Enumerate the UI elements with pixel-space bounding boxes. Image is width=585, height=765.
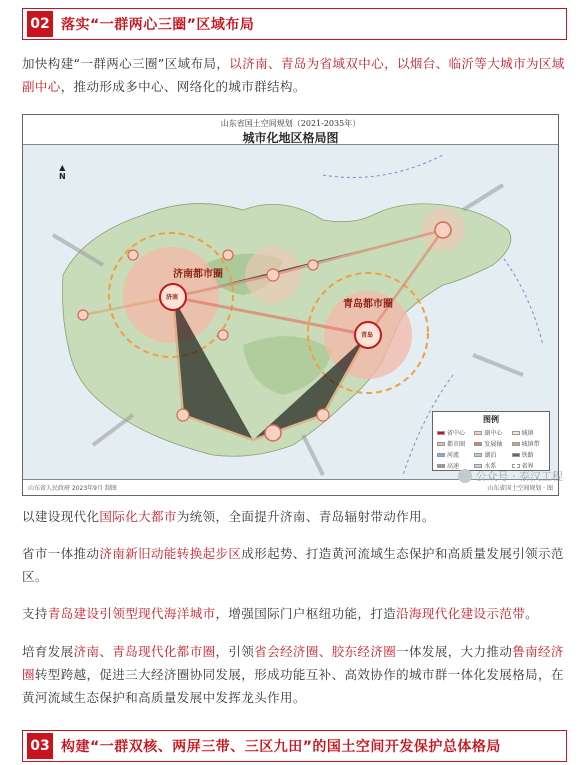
legend-item: 发展轴 <box>474 439 507 448</box>
legend-item: 河流 <box>437 450 470 459</box>
section-header-03 <box>22 730 567 762</box>
qingdao-metro-label: 青岛都市圈 <box>343 299 393 310</box>
text: 培育发展 <box>22 644 74 659</box>
qingdao-city-label: 青岛 <box>361 332 374 339</box>
paragraph-qingdao <box>22 602 567 625</box>
highlight-text: 鲁南经济圈 <box>22 644 564 682</box>
highlight-text: 国际化大都市 <box>99 509 177 524</box>
section-number: 03 <box>27 733 53 759</box>
highlight-text: 青岛建设引领型现代海洋城市 <box>47 606 216 621</box>
legend-item: 省中心 <box>437 428 470 437</box>
north-arrow-icon: ▲ N <box>59 163 66 181</box>
paragraph-economic-circles <box>22 640 567 709</box>
legend-item: 湖泊 <box>474 450 507 459</box>
map-legend <box>432 411 550 471</box>
highlight-text: 沿海现代化建设示范带 <box>396 606 526 621</box>
map-footer-left: 山东省人民政府 2023年9月 制图 <box>28 485 117 492</box>
text: 以建设现代化 <box>22 509 100 524</box>
paragraph-metropolis <box>22 505 567 528</box>
text: 转型跨越，促进三大经济圈协同发展，形成功能互补、高效协作的城市群一体化发展格局，在黄河流域生态保护和高质量发展中发挥龙头作用。 <box>22 667 564 705</box>
legend-item: 铁路 <box>512 450 545 459</box>
text: 成形起势、打造黄河流域生态保护和高质量发展引领示范区。 <box>22 546 564 584</box>
legend-swatch <box>512 442 520 446</box>
legend-item: 都市圈 <box>437 439 470 448</box>
legend-swatch <box>512 453 520 457</box>
jinan-city-label: 济南 <box>166 294 179 301</box>
highlight-text: 以济南、青岛为省域双中心，以烟台、临沂等大城市为区域副中心 <box>22 56 565 94</box>
legend-swatch <box>437 464 445 468</box>
highlight-text: 济南、青岛现代化都市圈 <box>73 644 216 659</box>
paragraph-jinan <box>22 542 567 588</box>
legend-swatch <box>474 431 482 435</box>
jinan-metro-label: 济南都市圈 <box>173 269 223 280</box>
wechat-icon <box>458 469 472 483</box>
watermark <box>458 468 564 484</box>
legend-item: 水系 <box>474 461 507 470</box>
paragraph-layout <box>22 52 567 98</box>
legend-item: 高速 <box>437 461 470 470</box>
map-title: 城市化地区格局图 <box>242 131 339 145</box>
map-subtitle: 山东省国土空间规划（2021-2035年） <box>220 119 361 128</box>
legend-item: 城镇带 <box>512 439 545 448</box>
highlight-text: 济南新旧动能转换起步区 <box>99 546 242 561</box>
section-title: 构建“一群双核、两屏三带、三区九田”的国土空间开发保护总体格局 <box>61 739 501 755</box>
text: 为统领，全面提升济南、青岛辐射带动作用。 <box>176 509 435 524</box>
legend-swatch <box>474 442 482 446</box>
legend-title: 图例 <box>483 415 499 424</box>
legend-swatch <box>512 464 520 468</box>
map-footer-right: 山东省国土空间规划 · 图 <box>487 485 553 492</box>
legend-item: 副中心 <box>474 428 507 437</box>
text: 。 <box>525 606 539 621</box>
section-number: 02 <box>27 11 53 37</box>
text: ，推动形成多中心、网络化的城市群结构。 <box>60 79 306 94</box>
legend-item: 省界 <box>512 461 545 470</box>
text: 支持 <box>22 606 48 621</box>
legend-swatch <box>437 453 445 457</box>
text: 一体发展，大力推动 <box>396 644 513 659</box>
legend-swatch <box>437 431 445 435</box>
text: 加快构建“一群两心三圈”区域布局， <box>22 56 230 71</box>
urbanization-map <box>22 114 559 496</box>
legend-swatch <box>474 453 482 457</box>
watermark-text: 公众号 · 泰汉工程 <box>475 470 563 483</box>
highlight-text: 省会经济圈、胶东经济圈 <box>254 644 397 659</box>
legend-swatch <box>512 431 520 435</box>
text: ，引领 <box>215 644 255 659</box>
legend-item: 城镇 <box>512 428 545 437</box>
text: ，增强国际门户枢纽功能，打造 <box>215 606 397 621</box>
legend-swatch <box>437 442 445 446</box>
text: 省市一体推动 <box>22 546 100 561</box>
legend-swatch <box>474 464 482 468</box>
section-title: 落实“一群两心三圈”区域布局 <box>61 17 255 33</box>
section-header-02 <box>22 8 567 40</box>
